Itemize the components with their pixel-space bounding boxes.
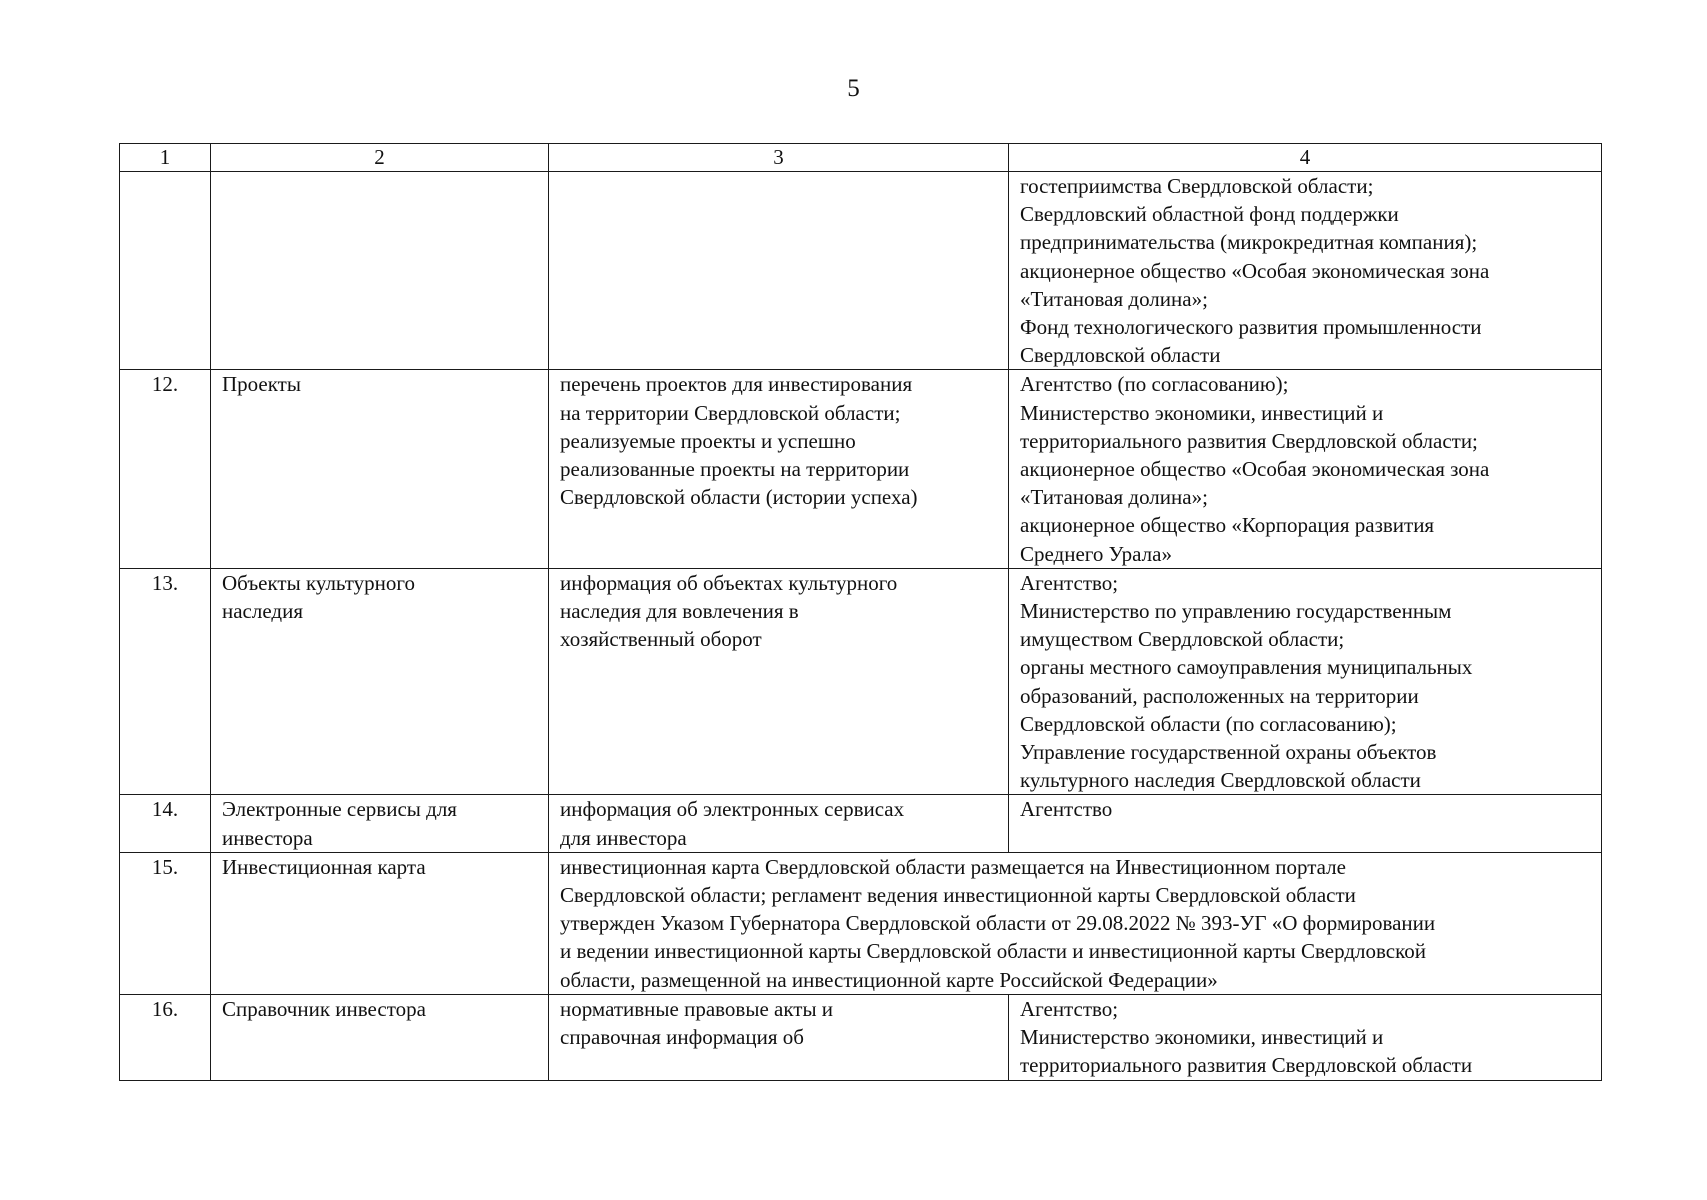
content-cell bbox=[549, 568, 1009, 795]
responsible-line: имуществом Свердловской области; bbox=[1020, 627, 1345, 652]
content-line: Свердловской области (истории успеха) bbox=[560, 485, 918, 510]
table-row bbox=[120, 568, 1602, 795]
table-body bbox=[120, 144, 1602, 1081]
merged-content-line: инвестиционная карта Свердловской области размещается на Инвестиционном портале bbox=[560, 854, 1346, 879]
table-row bbox=[120, 370, 1602, 568]
responsible-line: территориального развития Свердловской области; bbox=[1020, 428, 1478, 453]
content-line: на территории Свердловской области; bbox=[560, 400, 901, 425]
column-header-4: 4 bbox=[1009, 144, 1602, 172]
responsible-cell bbox=[1009, 370, 1602, 568]
responsible-line: предпринимательства (микрокредитная компания); bbox=[1020, 230, 1478, 255]
content-cell bbox=[549, 172, 1009, 370]
content-line: справочная информация об bbox=[560, 1025, 804, 1050]
responsible-line: гостеприимства Свердловской области; bbox=[1020, 174, 1374, 198]
section-name-cell bbox=[211, 172, 549, 370]
responsible-line: органы местного самоуправления муниципальных bbox=[1020, 655, 1473, 680]
content-line: информация об электронных сервисах bbox=[560, 797, 905, 822]
column-header-3: 3 bbox=[549, 144, 1009, 172]
section-name-cell bbox=[211, 370, 549, 568]
content-line: для инвестора bbox=[560, 825, 687, 850]
responsible-line: Среднего Урала» bbox=[1020, 541, 1172, 566]
section-name-line: Объекты культурного bbox=[222, 570, 415, 595]
section-name-line: Справочник инвестора bbox=[222, 996, 426, 1021]
content-line: хозяйственный оборот bbox=[560, 627, 762, 652]
content-cell bbox=[549, 994, 1009, 1080]
content-line: перечень проектов для инвестирования bbox=[560, 372, 913, 397]
section-name-cell bbox=[211, 568, 549, 795]
responsible-line: Агентство (по согласованию); bbox=[1020, 372, 1289, 397]
responsible-cell bbox=[1009, 994, 1602, 1080]
column-header-2: 2 bbox=[211, 144, 549, 172]
responsible-line: Свердловской области bbox=[1020, 343, 1221, 368]
responsible-line: Управление государственной охраны объектов bbox=[1020, 740, 1437, 765]
responsible-line: Фонд технологического развития промышленности bbox=[1020, 315, 1482, 340]
responsible-line: Министерство экономики, инвестиций и bbox=[1020, 1025, 1384, 1050]
responsible-line: Агентство bbox=[1020, 797, 1113, 822]
responsible-line: Агентство; bbox=[1020, 570, 1119, 595]
section-name-cell bbox=[211, 795, 549, 852]
responsible-line: «Титановая долина»; bbox=[1020, 286, 1208, 311]
table-row bbox=[120, 994, 1602, 1080]
section-name-line: Инвестиционная карта bbox=[222, 854, 426, 879]
responsible-line: акционерное общество «Особая экономическая зона bbox=[1020, 457, 1490, 482]
row-number-cell: 16. bbox=[120, 994, 211, 1080]
responsible-cell bbox=[1009, 568, 1602, 795]
page-number: 5 bbox=[847, 75, 860, 102]
merged-content-cell bbox=[549, 852, 1602, 994]
data-table bbox=[119, 143, 1602, 1081]
responsible-line: территориального развития Свердловской области bbox=[1020, 1053, 1473, 1078]
responsible-line: Агентство; bbox=[1020, 996, 1119, 1021]
merged-content-line: области, размещенной на инвестиционной карте Российской Федерации» bbox=[560, 967, 1218, 992]
section-name-line: инвестора bbox=[222, 825, 313, 850]
section-name-line: Электронные сервисы для bbox=[222, 797, 457, 822]
content-cell bbox=[549, 370, 1009, 568]
responsible-line: Свердловский областной фонд поддержки bbox=[1020, 202, 1399, 227]
row-number-cell: 15. bbox=[120, 852, 211, 994]
content-cell bbox=[549, 795, 1009, 852]
section-name-line: наследия bbox=[222, 599, 303, 624]
responsible-cell bbox=[1009, 172, 1602, 370]
responsible-line: образований, расположенных на территории bbox=[1020, 683, 1419, 708]
section-name-line: Проекты bbox=[222, 372, 301, 397]
content-line: нормативные правовые акты и bbox=[560, 996, 834, 1021]
content-line: реализуемые проекты и успешно bbox=[560, 428, 856, 453]
responsible-line: Министерство экономики, инвестиций и bbox=[1020, 400, 1384, 425]
responsible-line: «Титановая долина»; bbox=[1020, 485, 1208, 510]
content-line: наследия для вовлечения в bbox=[560, 599, 799, 624]
responsible-line: Свердловской области (по согласованию); bbox=[1020, 711, 1397, 736]
table-row bbox=[120, 795, 1602, 852]
column-header-1: 1 bbox=[120, 144, 211, 172]
merged-content-line: утвержден Указом Губернатора Свердловской области от 29.08.2022 № 393-УГ «О формировании bbox=[560, 911, 1436, 936]
row-number-cell: 12. bbox=[120, 370, 211, 568]
responsible-cell bbox=[1009, 795, 1602, 852]
content-line: информация об объектах культурного bbox=[560, 570, 898, 595]
section-name-cell bbox=[211, 994, 549, 1080]
row-number-cell bbox=[120, 172, 211, 370]
row-number-cell: 14. bbox=[120, 795, 211, 852]
responsible-line: культурного наследия Свердловской области bbox=[1020, 768, 1421, 793]
row-number-cell: 13. bbox=[120, 568, 211, 795]
table-header-row bbox=[120, 144, 1602, 172]
section-name-cell bbox=[211, 852, 549, 994]
merged-content-line: Свердловской области; регламент ведения инвестиционной карты Свердловской области bbox=[560, 883, 1356, 908]
responsible-line: акционерное общество «Корпорация развития bbox=[1020, 513, 1435, 538]
responsible-line: Министерство по управлению государственным bbox=[1020, 599, 1452, 624]
table-row bbox=[120, 852, 1602, 994]
responsible-line: акционерное общество «Особая экономическая зона bbox=[1020, 258, 1490, 283]
content-line: реализованные проекты на территории bbox=[560, 457, 910, 482]
table-row bbox=[120, 172, 1602, 370]
merged-content-line: и ведении инвестиционной карты Свердловской области и инвестиционной карты Свердловской bbox=[560, 939, 1426, 964]
